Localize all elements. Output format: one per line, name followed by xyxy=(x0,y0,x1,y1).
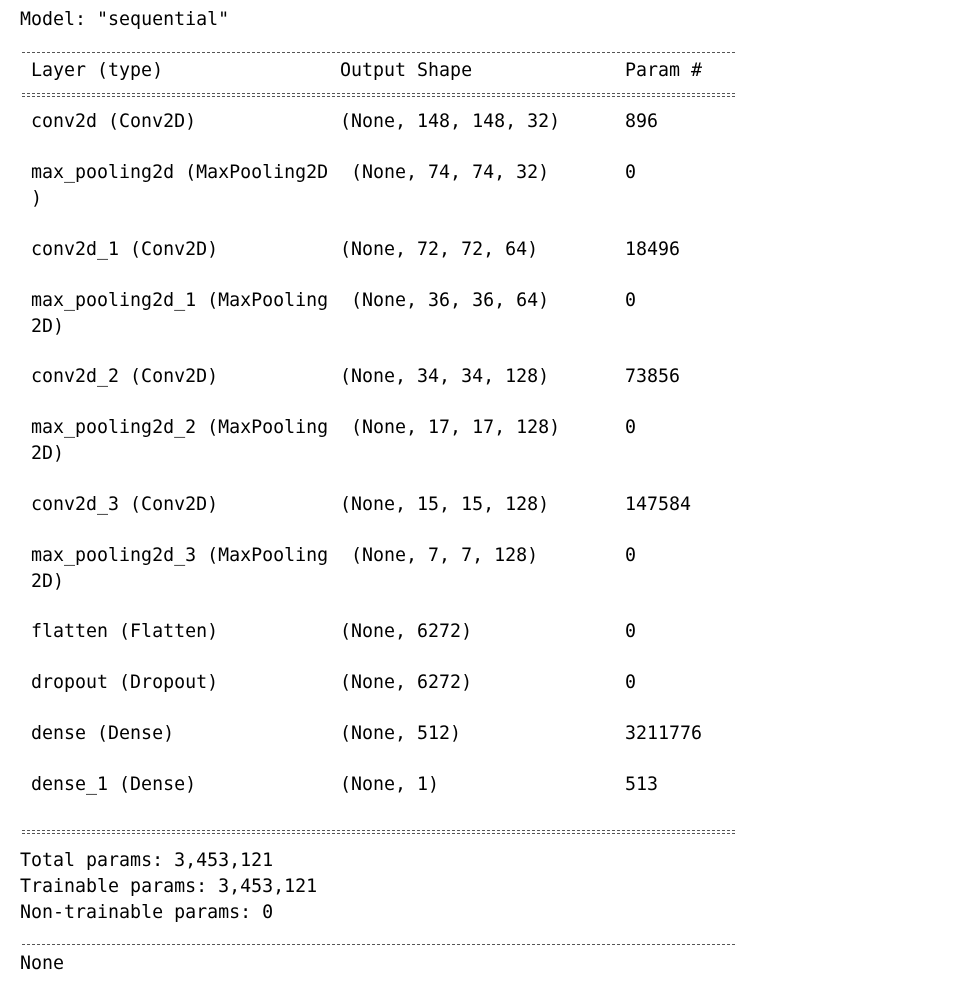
param-count-cell: 18496 xyxy=(625,239,681,260)
layer-name-cell: conv2d_3 (Conv2D) xyxy=(31,494,219,515)
param-count-cell: 3211776 xyxy=(625,723,703,744)
output-shape-cell: (None, 512) xyxy=(340,723,462,744)
param-count-cell: 0 xyxy=(625,290,637,311)
param-count-cell: 0 xyxy=(625,621,637,642)
param-count-cell: 147584 xyxy=(625,494,692,515)
layer-name-cell: dense (Dense) xyxy=(31,723,175,744)
output-shape-cell: (None, 6272) xyxy=(340,672,473,693)
header-output-shape: Output Shape xyxy=(340,60,473,81)
output-shape-cell: (None, 148, 148, 32) xyxy=(340,111,561,132)
layer-name-cell: max_pooling2d (MaxPooling2D ) xyxy=(31,162,329,209)
header-layer: Layer (type) xyxy=(31,60,164,81)
separator-top xyxy=(22,52,735,53)
layer-name-cell: dense_1 (Dense) xyxy=(31,774,197,795)
output-shape-cell: (None, 6272) xyxy=(340,621,473,642)
return-value: None xyxy=(20,953,65,974)
param-count-cell: 513 xyxy=(625,774,659,795)
layer-name-cell: conv2d_2 (Conv2D) xyxy=(31,366,219,387)
output-shape-cell: (None, 36, 36, 64) xyxy=(340,290,550,311)
output-shape-cell: (None, 72, 72, 64) xyxy=(340,239,539,260)
output-shape-cell: (None, 17, 17, 128) xyxy=(340,417,561,438)
separator-header xyxy=(22,93,735,94)
output-shape-cell: (None, 1) xyxy=(340,774,440,795)
param-count-cell: 896 xyxy=(625,111,659,132)
param-count-cell: 0 xyxy=(625,545,637,566)
layer-name-cell: conv2d_1 (Conv2D) xyxy=(31,239,219,260)
non-trainable-params: Non-trainable params: 0 xyxy=(20,902,274,923)
param-count-cell: 0 xyxy=(625,417,637,438)
output-shape-cell: (None, 7, 7, 128) xyxy=(340,545,539,566)
layer-name-cell: max_pooling2d_2 (MaxPooling 2D) xyxy=(31,417,329,464)
separator-footer xyxy=(22,830,735,831)
output-shape-cell: (None, 15, 15, 128) xyxy=(340,494,550,515)
trainable-params: Trainable params: 3,453,121 xyxy=(20,876,318,897)
output-shape-cell: (None, 34, 34, 128) xyxy=(340,366,550,387)
layer-name-cell: max_pooling2d_1 (MaxPooling 2D) xyxy=(31,290,329,337)
output-shape-cell: (None, 74, 74, 32) xyxy=(340,162,550,183)
layer-name-cell: flatten (Flatten) xyxy=(31,621,219,642)
header-param-count: Param # xyxy=(625,60,703,81)
total-params: Total params: 3,453,121 xyxy=(20,850,274,871)
layer-name-cell: dropout (Dropout) xyxy=(31,672,219,693)
separator-bottom xyxy=(22,944,735,945)
param-count-cell: 0 xyxy=(625,672,637,693)
layer-name-cell: conv2d (Conv2D) xyxy=(31,111,197,132)
model-name-line: Model: "sequential" xyxy=(20,9,230,30)
layer-name-cell: max_pooling2d_3 (MaxPooling 2D) xyxy=(31,545,329,592)
param-count-cell: 73856 xyxy=(625,366,681,387)
param-count-cell: 0 xyxy=(625,162,637,183)
